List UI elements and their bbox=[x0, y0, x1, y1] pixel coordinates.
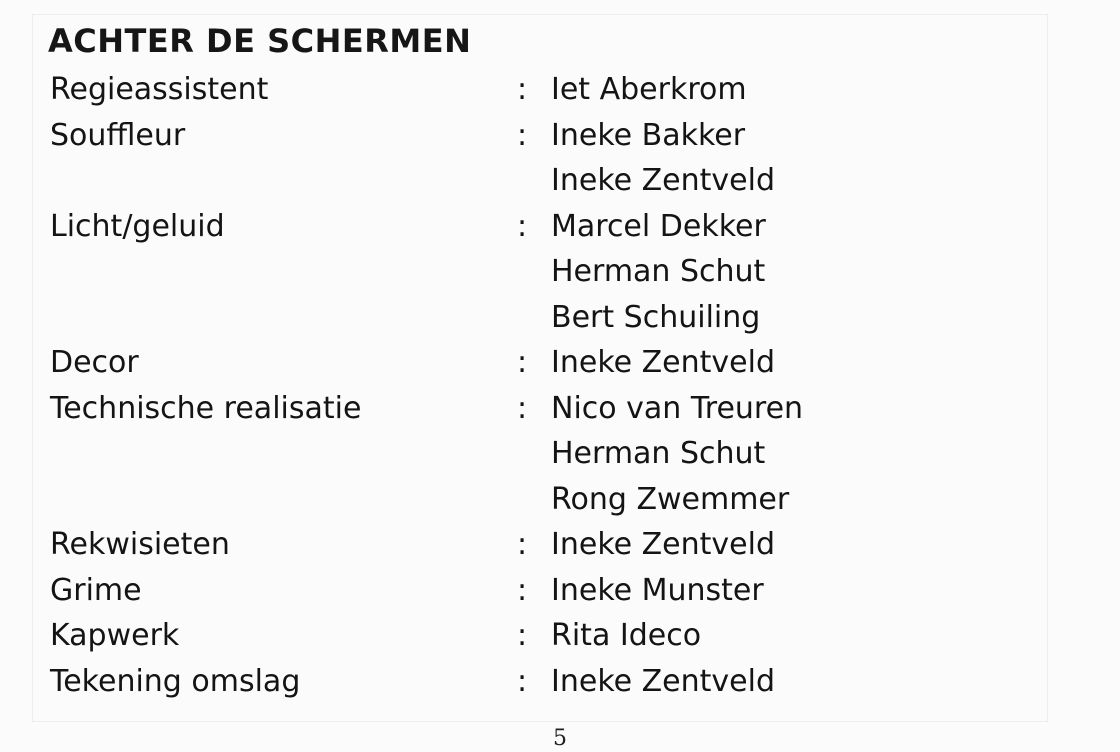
credit-role: Rekwisieten bbox=[50, 527, 230, 562]
credit-line bbox=[0, 340, 1120, 386]
credit-name: Ineke Munster bbox=[551, 572, 764, 608]
credit-role: Regieassistent bbox=[50, 72, 269, 107]
credit-line bbox=[0, 431, 1120, 477]
page-number: 5 bbox=[553, 726, 567, 751]
credit-name: Ineke Zentveld bbox=[551, 345, 775, 380]
credit-name: Ineke Zentveld bbox=[551, 527, 775, 562]
credit-name: Ineke Bakker bbox=[551, 117, 746, 153]
credit-name: Iet Aberkrom bbox=[551, 72, 747, 107]
credit-separator: : bbox=[517, 345, 528, 380]
credit-name: Rong Zwemmer bbox=[551, 481, 790, 517]
credit-separator: : bbox=[517, 663, 528, 699]
credit-name: Ineke Zentveld bbox=[551, 663, 775, 699]
credit-name: Herman Schut bbox=[551, 254, 766, 289]
credit-line bbox=[0, 568, 1120, 614]
credit-role: Tekening omslag bbox=[50, 663, 301, 699]
credit-name: Nico van Treuren bbox=[551, 390, 804, 426]
credit-separator: : bbox=[517, 527, 528, 562]
credit-name: Ineke Zentveld bbox=[551, 163, 775, 198]
credit-separator: : bbox=[517, 208, 528, 244]
credit-line bbox=[0, 295, 1120, 341]
credit-line bbox=[0, 613, 1120, 659]
credit-line bbox=[0, 386, 1120, 432]
credit-name: Bert Schuiling bbox=[551, 299, 761, 335]
credit-name: Rita Ideco bbox=[551, 618, 702, 653]
credits-list bbox=[0, 67, 1120, 704]
credit-name: Herman Schut bbox=[551, 436, 766, 471]
credit-line bbox=[0, 522, 1120, 568]
credit-name: Marcel Dekker bbox=[551, 208, 766, 244]
credit-line bbox=[0, 67, 1120, 113]
credit-role: Souffleur bbox=[50, 117, 186, 153]
credit-separator: : bbox=[517, 572, 528, 608]
credit-separator: : bbox=[517, 72, 528, 107]
credit-role: Licht/geluid bbox=[50, 208, 225, 244]
credit-line bbox=[0, 477, 1120, 523]
credit-line bbox=[0, 204, 1120, 250]
section-heading: ACHTER DE SCHERMEN bbox=[48, 22, 472, 60]
credit-line bbox=[0, 158, 1120, 204]
credit-separator: : bbox=[517, 618, 528, 653]
credit-line bbox=[0, 249, 1120, 295]
credit-line bbox=[0, 659, 1120, 705]
credit-separator: : bbox=[517, 390, 528, 426]
credit-role: Decor bbox=[50, 345, 139, 380]
credit-role: Technische realisatie bbox=[50, 390, 362, 426]
credit-separator: : bbox=[517, 117, 528, 153]
credit-role: Kapwerk bbox=[50, 618, 180, 653]
credit-role: Grime bbox=[50, 572, 142, 608]
credit-line bbox=[0, 113, 1120, 159]
